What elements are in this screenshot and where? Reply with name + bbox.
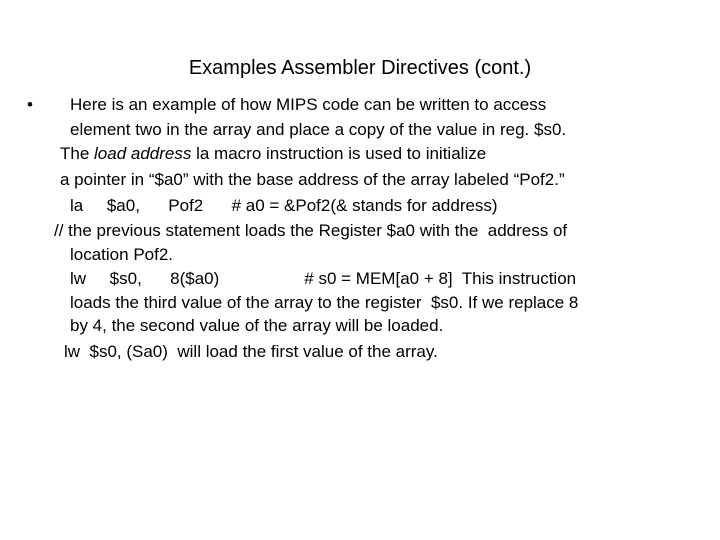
body-line-3-start: The: [60, 144, 95, 163]
slide-title: Examples Assembler Directives (cont.): [188, 57, 532, 79]
comment-line-cont: location Pof2.: [70, 245, 174, 264]
body-line-3-end: la macro instruction is used to initialize: [191, 144, 487, 163]
code-line-lw-2: lw $s0, (Sa0) will load the first value of the array.: [64, 342, 438, 361]
comment-line: // the previous statement loads the Register $a0 with the address of: [54, 221, 568, 240]
body-line-3: [60, 144, 486, 164]
body-line-4: a pointer in “$a0” with the base address of the array labeled “Pof2.”: [60, 170, 565, 189]
bullet-icon: •: [27, 95, 33, 114]
load-address-emphasis: load address: [94, 144, 192, 163]
body-line-2: element two in the array and place a copy of the value in reg. $s0.: [70, 120, 567, 139]
body-line-5: loads the third value of the array to the register $s0. If we replace 8: [70, 293, 579, 312]
code-line-lw: lw $s0, 8($a0) # s0 = MEM[a0 + 8] This instruction: [70, 269, 577, 288]
body-line-1: Here is an example of how MIPS code can be written to access: [70, 95, 547, 114]
code-line-la: la $a0, Pof2 # a0 = &Pof2(& stands for address): [70, 196, 498, 215]
body-line-6: by 4, the second value of the array will be loaded.: [70, 316, 444, 335]
